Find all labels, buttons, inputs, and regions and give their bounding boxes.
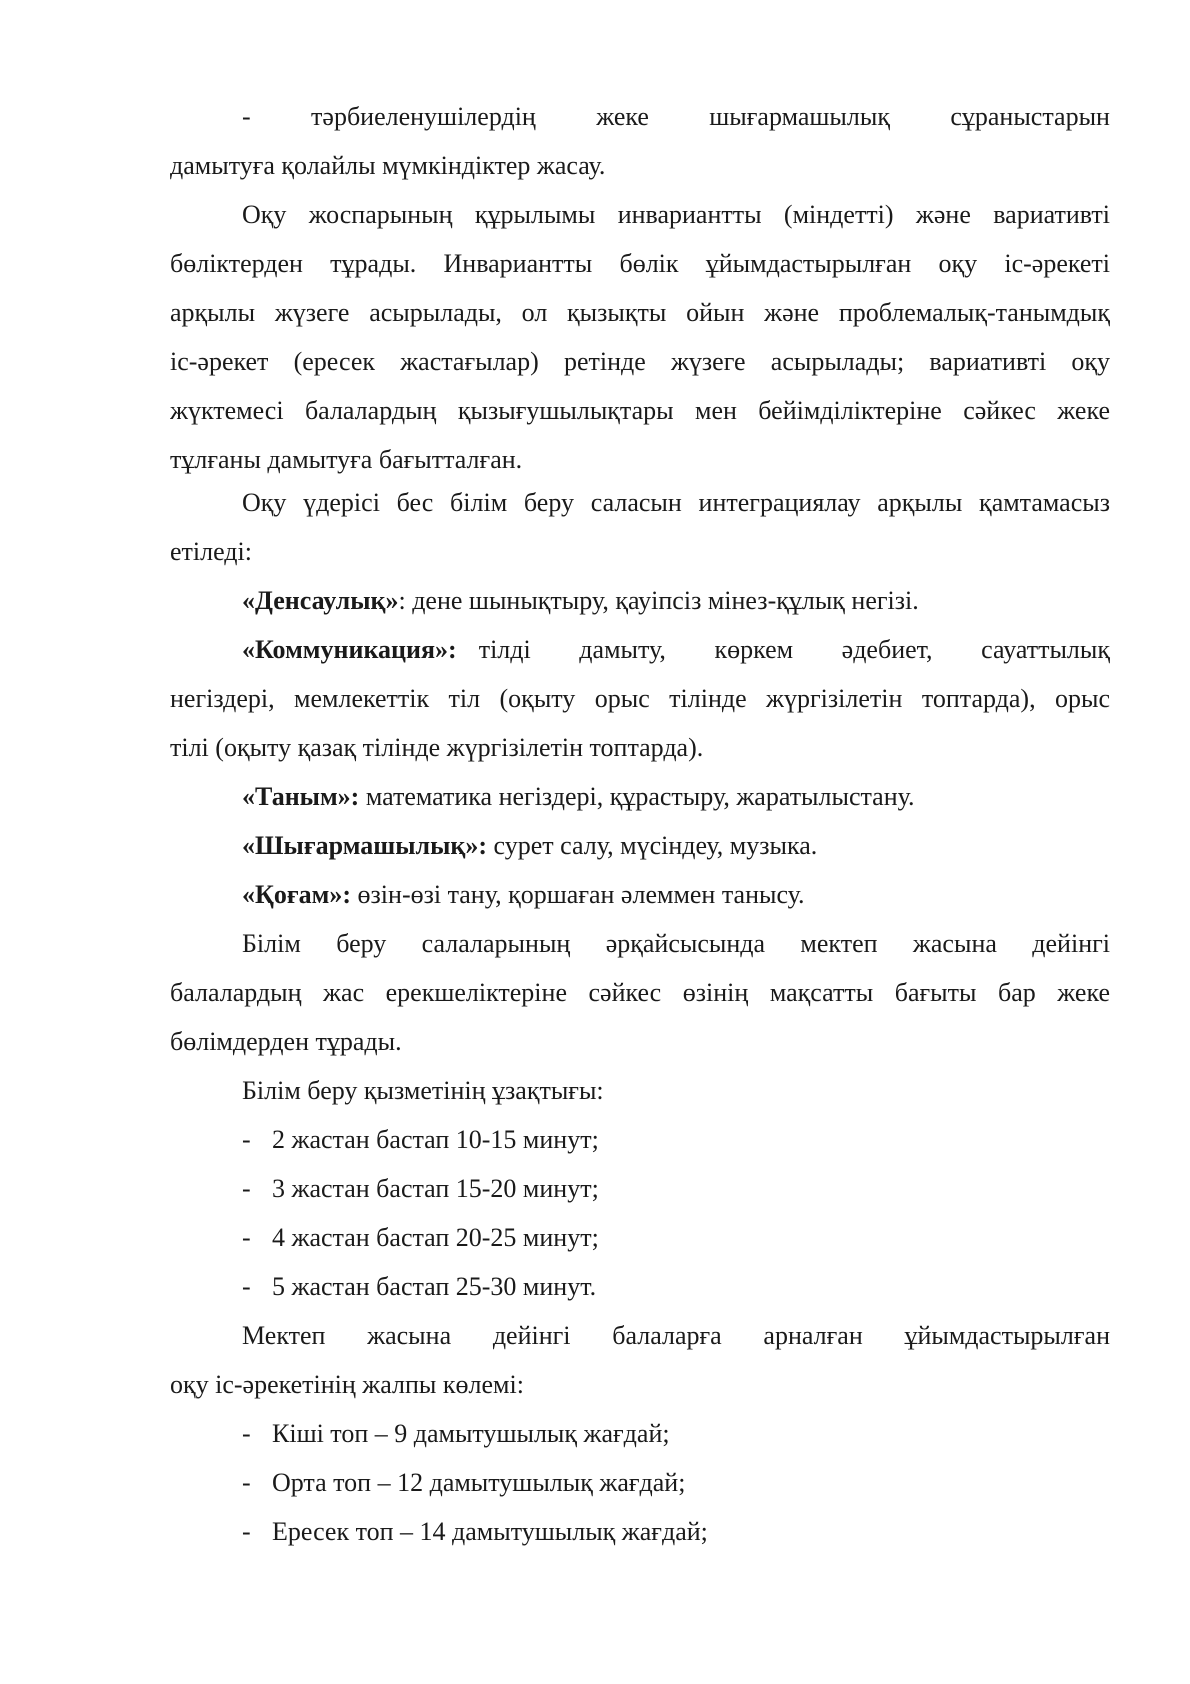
list-dash: -: [242, 1272, 251, 1301]
area-creativity: [170, 821, 1110, 870]
area-description: сурет салу, мүсіндеу, музыка.: [487, 831, 818, 860]
area-society: [170, 870, 1110, 919]
text-line: Оқу жоспарының құрылымы инвариантты (міндетті) және вариативті: [242, 200, 1110, 229]
text-line: Оқу үдерісі бес білім беру саласын интеграциялау арқылы қамтамасыз: [242, 488, 1110, 517]
word: шығармашылық: [709, 102, 890, 131]
area-description: математика негіздері, құрастыру, жаратылыстану.: [359, 782, 915, 811]
word: жеке: [596, 102, 649, 131]
list-item-text: Ересек топ – 14 дамытушылық жағдай;: [272, 1517, 708, 1546]
text-line: [170, 625, 1110, 674]
text-line: негіздері, мемлекеттік тіл (оқыту орыс тілінде жүргізілетін топтарда), орыс: [170, 684, 1110, 713]
area-cognition: [170, 772, 1110, 821]
list-item: [170, 1115, 1110, 1164]
area-title: «Денсаулық»: [242, 586, 399, 615]
list-item-text: 5 жастан бастап 25-30 минут.: [272, 1272, 597, 1301]
text-line: етіледі:: [170, 537, 252, 566]
area-title: «Шығармашылық»:: [242, 831, 488, 860]
text-line: [170, 92, 1110, 141]
duration-section: [170, 1066, 1110, 1311]
area-description: өзін-өзі тану, қоршаған әлеммен танысу.: [351, 880, 805, 909]
text-line: Білім беру салаларының әрқайсысында мектеп жасына дейінгі: [242, 929, 1110, 958]
text-line: [170, 772, 1110, 821]
text-line: балалардың жас ерекшеліктеріне сәйкес өзінің мақсатты бағыты бар жеке: [170, 978, 1110, 1007]
list-dash: -: [242, 1419, 251, 1448]
area-description: : дене шынықтыру, қауіпсіз мінез-құлық негізі.: [398, 586, 919, 615]
area-health: [170, 576, 1110, 625]
list-dash: -: [242, 102, 251, 131]
list-item-text: Кіші топ – 9 дамытушылық жағдай;: [272, 1419, 670, 1448]
area-communication: [170, 625, 1110, 772]
text-line: арқылы жүзеге асырылады, ол қызықты ойын және проблемалық-танымдық: [170, 298, 1110, 327]
area-title: «Коммуникация»:: [242, 635, 457, 664]
text-line: бөліктерден тұрады. Инвариантты бөлік ұйымдастырылған оқу іс-әрекеті: [170, 249, 1110, 278]
list-item: [170, 1262, 1110, 1311]
list-item: [170, 1164, 1110, 1213]
text-line: [170, 576, 1110, 625]
list-item-text: 2 жастан бастап 10-15 минут;: [272, 1125, 599, 1154]
text-line: оқу іс-әрекетінің жалпы көлемі:: [170, 1370, 524, 1399]
list-dash: -: [242, 1125, 251, 1154]
word: сұраныстарын: [950, 102, 1110, 131]
list-item: [170, 1507, 1110, 1556]
paragraph-opportunities: [170, 92, 1110, 190]
text-line: [170, 870, 1110, 919]
list-item-text: 3 жастан бастап 15-20 минут;: [272, 1174, 599, 1203]
list-dash: -: [242, 1223, 251, 1252]
word: тәрбиеленушілердің: [311, 102, 536, 131]
volume-section: [170, 1311, 1110, 1556]
section-heading: Білім беру қызметінің ұзақтығы:: [242, 1076, 604, 1105]
list-item-text: Орта топ – 12 дамытушылық жағдай;: [272, 1468, 686, 1497]
list-dash: -: [242, 1468, 251, 1497]
area-title: «Қоғам»:: [242, 880, 352, 909]
text-line: тілі (оқыту қазақ тілінде жүргізілетін топтарда).: [170, 733, 704, 762]
text-line: бөлімдерден тұрады.: [170, 1027, 402, 1056]
text-line: тұлғаны дамытуға бағытталған.: [170, 445, 523, 474]
list-item-text: 4 жастан бастап 20-25 минут;: [272, 1223, 599, 1252]
text-line: [170, 821, 1110, 870]
area-description: тілді дамыту, көркем әдебиет, сауаттылық: [478, 635, 1110, 664]
list-item: [170, 1458, 1110, 1507]
paragraph-sections: [170, 919, 1110, 1066]
paragraph-learning-process: [170, 478, 1110, 576]
list-dash: -: [242, 1517, 251, 1546]
area-title: «Таным»:: [242, 782, 360, 811]
list-dash: -: [242, 1174, 251, 1203]
paragraph-curriculum-structure: [170, 190, 1110, 484]
list-item: [170, 1213, 1110, 1262]
text-line: іс-әрекет (ересек жастағылар) ретінде жүзеге асырылады; вариативті оқу: [170, 347, 1110, 376]
text-line: жүктемесі балалардың қызығушылықтары мен бейімділіктеріне сәйкес жеке: [170, 396, 1110, 425]
text-line: Мектеп жасына дейінгі балаларға арналған ұйымдастырылған: [242, 1321, 1110, 1350]
text-line: дамытуға қолайлы мүмкіндіктер жасау.: [170, 151, 606, 180]
list-item: [170, 1409, 1110, 1458]
